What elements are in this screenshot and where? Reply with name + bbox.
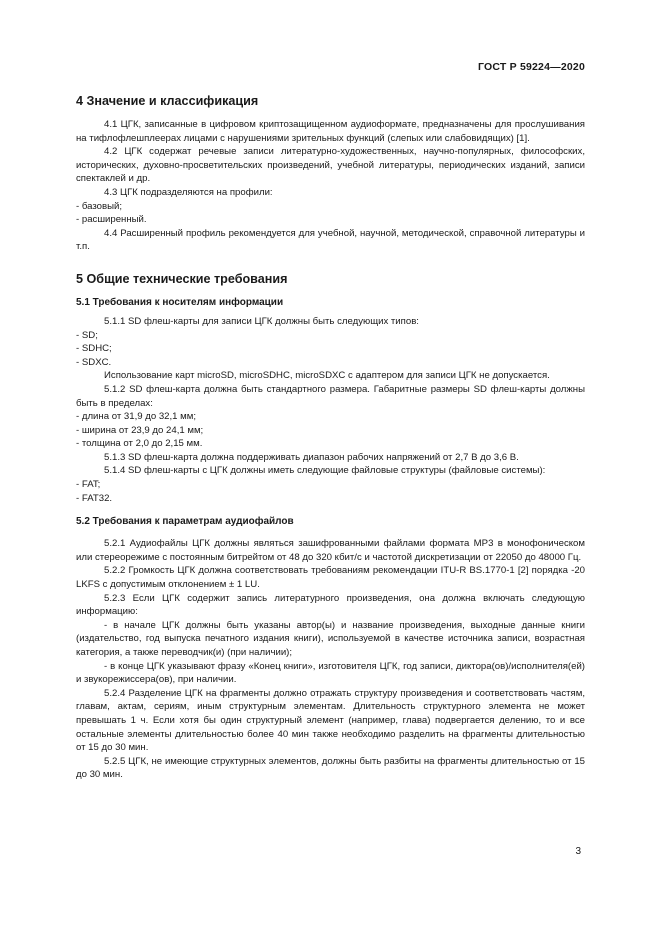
list-item: - толщина от 2,0 до 2,15 мм. xyxy=(76,438,203,450)
list-item: - в конце ЦГК указывают фразу «Конец книги», изготовителя ЦГК, год записи, диктора(ов)/исполнителя(ей) и звукорежиссера(ов), при наличии. xyxy=(76,660,585,686)
list-item: - SDHC; xyxy=(76,343,112,355)
page-content xyxy=(76,93,585,782)
list-item: - FAT32. xyxy=(76,492,113,504)
paragraph-5-2-3: 5.2.3 Если ЦГК содержит запись литературного произведения, она должна включать следующую информацию: xyxy=(76,592,585,618)
list-item: - SD; xyxy=(76,329,98,341)
subsection-5-2-title: 5.2 Требования к параметрам аудиофайлов xyxy=(76,516,294,528)
paragraph-5-2-5: 5.2.5 ЦГК, не имеющие структурных элементов, должны быть разбиты на фрагменты длительностью от 15 до 30 мин. xyxy=(76,755,585,781)
paragraph-5-1-3: 5.1.3 SD флеш-карта должна поддерживать диапазон рабочих напряжений от 2,7 В до 3,6 В. xyxy=(104,451,519,463)
standard-header: ГОСТ Р 59224—2020 xyxy=(477,61,585,73)
paragraph-4-3: 4.3 ЦГК подразделяются на профили: xyxy=(104,186,273,198)
list-item: - ширина от 23,9 до 24,1 мм; xyxy=(76,424,204,436)
paragraph-4-4: 4.4 Расширенный профиль рекомендуется для учебной, научной, методической, справочной литературы и т.п. xyxy=(76,227,585,253)
list-item: - расширенный. xyxy=(76,214,147,226)
list-item: - SDXC. xyxy=(76,356,112,368)
paragraph-4-2: 4.2 ЦГК содержат речевые записи литературно-художественных, научно-популярных, философских, исторических, духовно-просветительских произведений, учебной литературы, периодических изданий, записи спектаклей и др. xyxy=(76,146,585,185)
list-item: - базовый; xyxy=(76,200,123,212)
list-item: - длина от 31,9 до 32,1 мм; xyxy=(76,411,197,423)
paragraph-5-1-4: 5.1.4 SD флеш-карты с ЦГК должны иметь следующие файловые структуры (файловые системы): xyxy=(104,465,546,477)
paragraph-5-1-2: 5.1.2 SD флеш-карта должна быть стандартного размера. Габаритные размеры SD флеш-карты должны быть в пределах: xyxy=(76,383,585,409)
list-item: - в начале ЦГК должны быть указаны автор(ы) и название произведения, выходные данные книги (издательство, год выпуска печатного издания книги), используемой в качестве источника записи, возрастная категория, а также переводчик(и) (при наличии); xyxy=(76,619,585,658)
section-4-title: 4 Значение и классификация xyxy=(76,94,259,108)
list-item: - FAT; xyxy=(76,479,101,491)
paragraph-5-2-4: 5.2.4 Разделение ЦГК на фрагменты должно отражать структуру произведения и соответствовать частям, главам, актам, сериям, иным структурным элементам. Длительность структурного элемента не может превышать 1 ч. Если хотя бы один структурный элемент (например, глава) подвергается делению, то и все остальные элементы длительностью более 40 мин также необходимо разделить на фрагменты длительностью от 15 до 30 мин. xyxy=(76,687,585,754)
page-number: 3 xyxy=(575,846,581,857)
paragraph-5-1-1: 5.1.1 SD флеш-карты для записи ЦГК должны быть следующих типов: xyxy=(104,315,419,327)
paragraph-5-2-1: 5.2.1 Аудиофайлы ЦГК должны являться зашифрованными файлами формата MP3 в монофоническом или стереорежиме с постоянным битрейтом от 48 до 320 кбит/с и частотой дискретизации от 22050 до 48000 Гц. xyxy=(76,538,585,563)
paragraph-5-1-1-note: Использование карт microSD, microSDHC, microSDXC с адаптером для записи ЦГК не допускается. xyxy=(104,370,550,382)
paragraph-4-1: 4.1 ЦГК, записанные в цифровом криптозащищенном аудиоформате, предназначены для прослушивания на тифлофлешплеерах лицами с нарушениями зрительных функций (слепых или слабовидящих) [1]. xyxy=(76,119,585,144)
subsection-5-1-title: 5.1 Требования к носителям информации xyxy=(76,296,284,308)
paragraph-5-2-2: 5.2.2 Громкость ЦГК должна соответствовать требованиям рекомендации ITU-R BS.1770-1 [2] порядка -20 LKFS с допустимым отклонением ± 1 LU. xyxy=(76,565,585,591)
section-5-title: 5 Общие технические требования xyxy=(76,271,288,286)
